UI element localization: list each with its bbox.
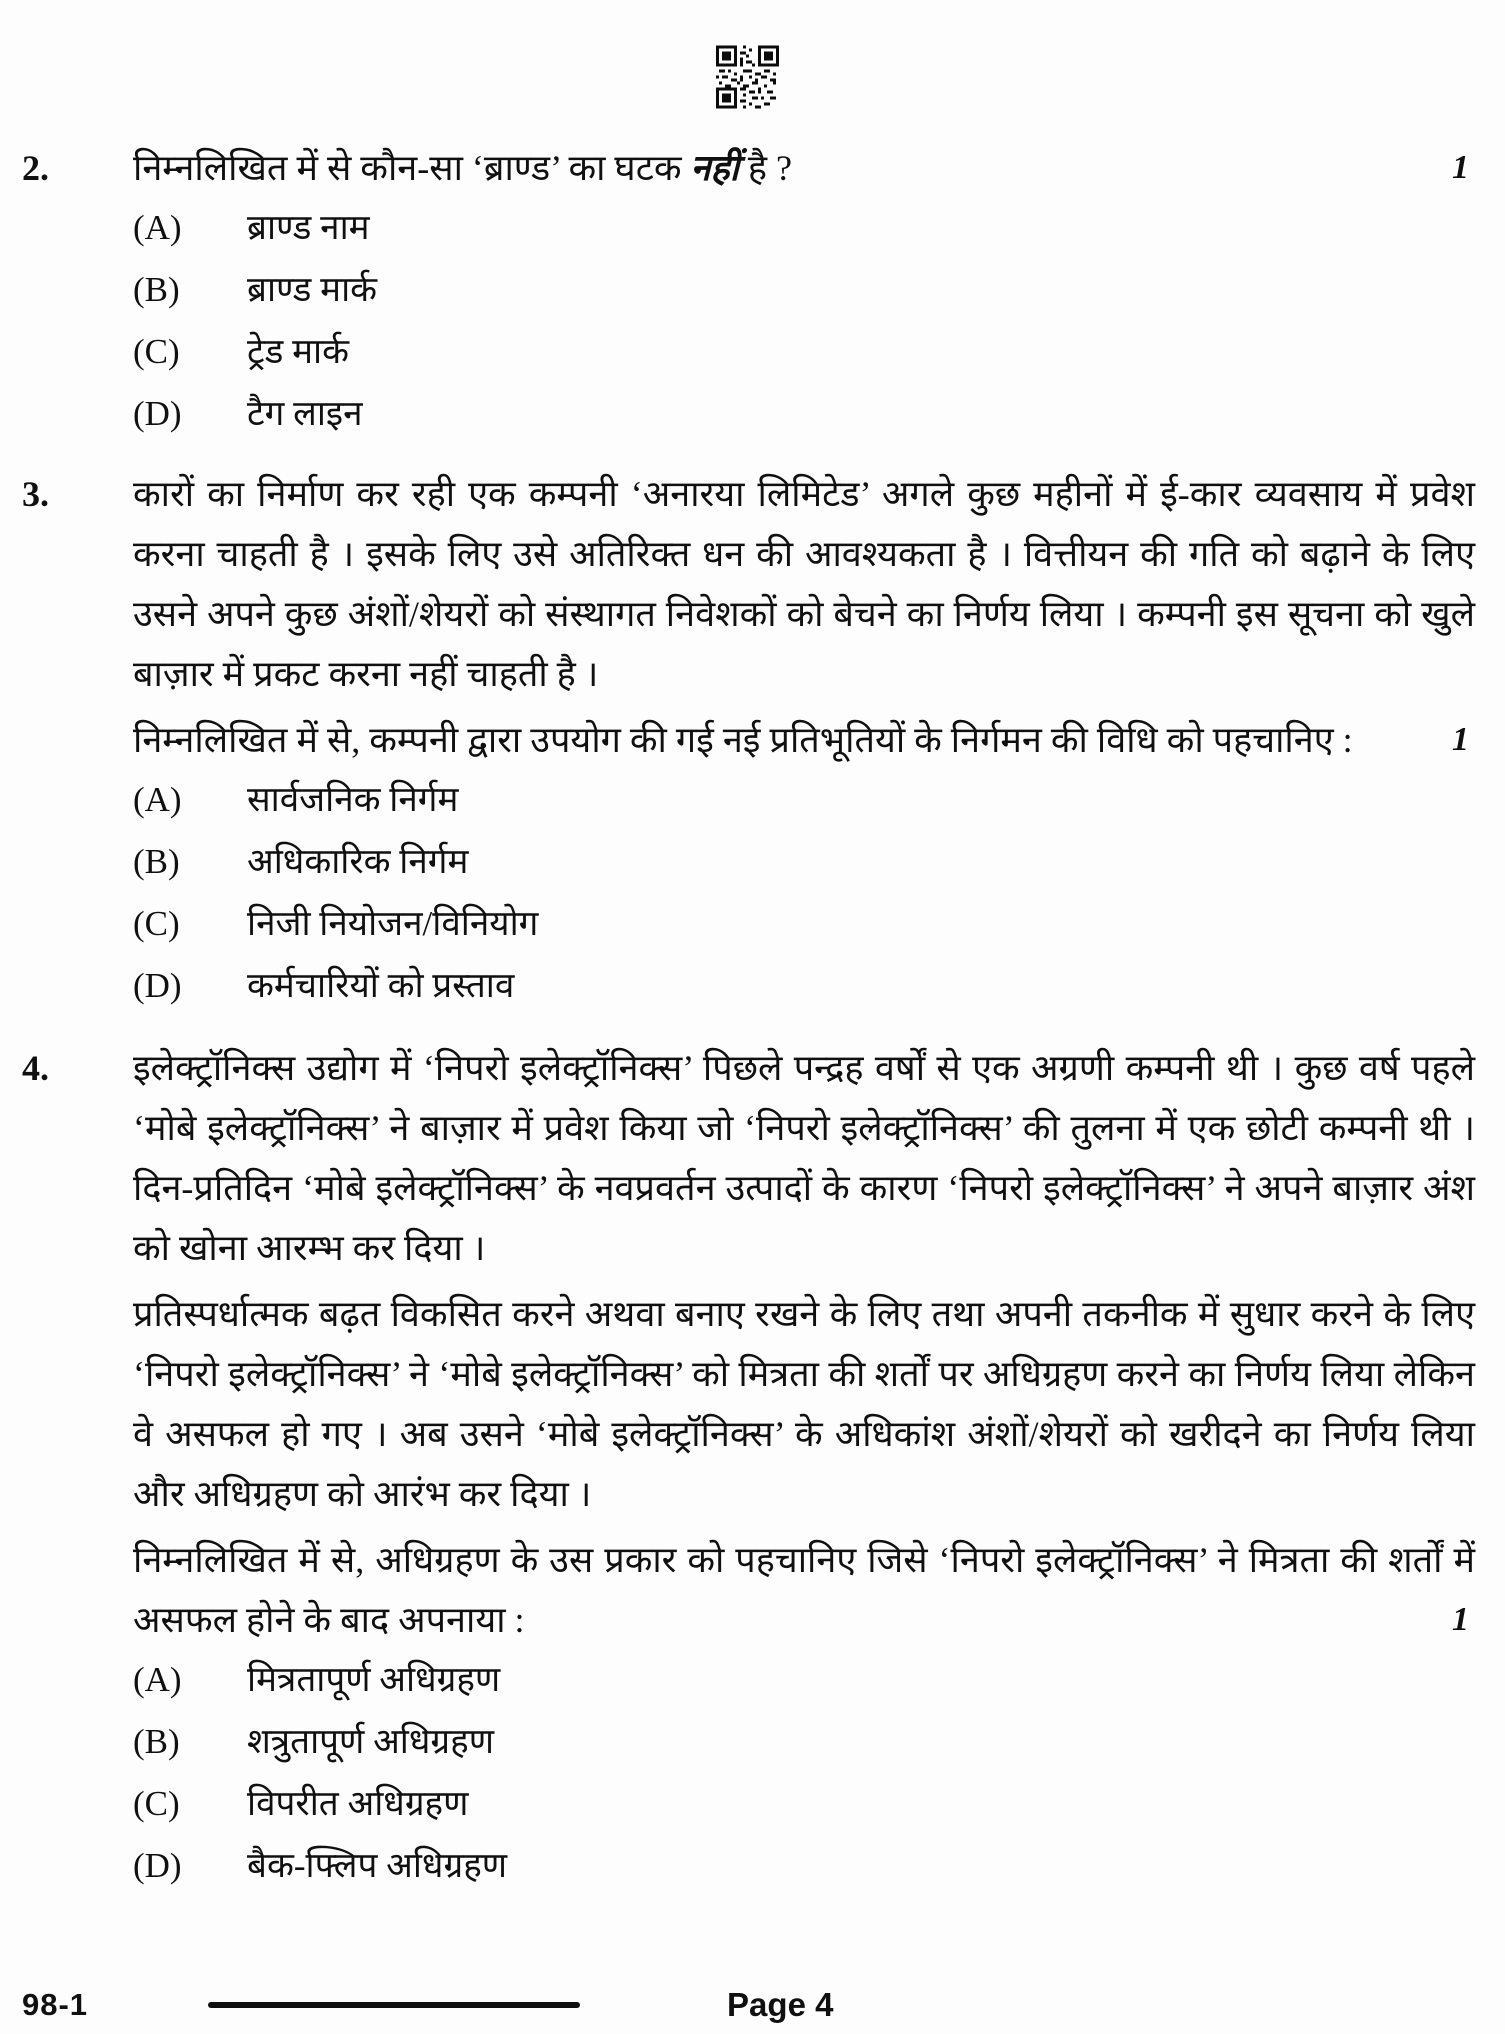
option-text: मित्रतापूर्ण अधिग्रहण (247, 1660, 501, 1699)
question-2-stem (133, 138, 1475, 198)
option-label: (D) (133, 394, 182, 433)
question-3-options (133, 778, 1475, 1008)
option-row (133, 1844, 1475, 1888)
question-3 (22, 464, 1475, 1008)
option-text: टैग लाइन (247, 394, 363, 433)
option-row (133, 1658, 1475, 1702)
option-label: (B) (133, 270, 180, 309)
option-text: विपरीत अधिग्रहण (247, 1784, 469, 1823)
paper-code: 98-1 (22, 1987, 89, 2022)
option-text: सार्वजनिक निर्गम (247, 780, 459, 819)
option-row (133, 206, 1475, 250)
option-row (133, 392, 1475, 436)
question-2-marks: 1 (1452, 149, 1469, 186)
option-label: (B) (133, 1722, 180, 1761)
question-paragraph: प्रतिस्पर्धात्मक बढ़त विकसित करने अथवा बनाए रखने के लिए तथा अपनी तकनीक में सुधार करने के लिए ‘निपरो इलेक्ट्रॉनिक्स’ ने ‘मोबे इलेक्ट्रॉनिक्स’ को मित्रता की शर्तों पर अधिग्रहण करने का निर्णय लिया लेकिन वे असफल हो गए । अब उसने ‘मोबे इलेक्ट्रॉनिक्स’ के अधिकांश अंशों/शेयरों को खरीदने का निर्णय लिया और अधिग्रहण को आरंभ कर दिया । (133, 1294, 1475, 1514)
page-number: Page 4 (727, 1986, 834, 2023)
option-text: कर्मचारियों को प्रस्ताव (247, 966, 515, 1005)
option-label: (B) (133, 842, 180, 881)
option-row (133, 778, 1475, 822)
option-text: शत्रुतापूर्ण अधिग्रहण (247, 1722, 495, 1761)
qr-code-graphic (716, 44, 779, 110)
option-label: (D) (133, 1846, 182, 1885)
option-text: अधिकारिक निर्गम (247, 842, 469, 881)
option-text: बैक-फ्लिप अधिग्रहण (247, 1846, 508, 1885)
page-footer (22, 1986, 1475, 2024)
option-text: ब्राण्ड नाम (247, 208, 370, 247)
option-text: निजी नियोजन/विनियोग (247, 904, 539, 943)
question-2-number: 2. (22, 148, 49, 188)
option-label: (A) (133, 1660, 182, 1699)
question-paragraph: कारों का निर्माण कर रही एक कम्पनी ‘अनारया लिमिटेड’ अगले कुछ महीनों में ई-कार व्यवसाय में प्रवेश करना चाहती है । इसके लिए उसे अतिरिक्त धन की आवश्यकता है । वित्तीयन की गति को बढ़ाने के लिए उसने अपने कुछ अंशों/शेयरों को संस्थागत निवेशकों को बेचने का निर्णय लिया । कम्पनी इस सूचना को खुले बाज़ार में प्रकट करना नहीं चाहती है । (133, 474, 1475, 694)
option-row (133, 840, 1475, 884)
option-row (133, 330, 1475, 374)
option-label: (A) (133, 208, 182, 247)
question-4-body (133, 1038, 1475, 1888)
stem-text-after: है ? (738, 148, 793, 188)
option-label: (C) (133, 904, 180, 943)
question-paragraph (133, 1530, 1475, 1650)
stem-text-before: निम्नलिखित में से कौन-सा ‘ब्राण्ड’ का घटक (133, 148, 691, 188)
question-3-number: 3. (22, 474, 49, 514)
option-row (133, 902, 1475, 946)
option-text: ट्रेड मार्क (247, 332, 349, 371)
question-4-marks: 1 (1452, 1601, 1469, 1638)
question-4 (22, 1038, 1475, 1888)
option-label: (A) (133, 780, 182, 819)
question-2 (22, 138, 1475, 436)
qr-code-icon (716, 44, 779, 110)
question-2-body (133, 138, 1475, 436)
question-4-number: 4. (22, 1048, 49, 1088)
question-paragraph: इलेक्ट्रॉनिक्स उद्योग में ‘निपरो इलेक्ट्रॉनिक्स’ पिछले पन्द्रह वर्षों से एक अग्रणी कम्पनी थी । कुछ वर्ष पहले ‘मोबे इलेक्ट्रॉनिक्स’ ने बाज़ार में प्रवेश किया जो ‘निपरो इलेक्ट्रॉनिक्स’ की तुलना में एक छोटी कम्पनी थी । दिन-प्रतिदिन ‘मोबे इलेक्ट्रॉनिक्स’ के नवप्रवर्तन उत्पादों के कारण ‘निपरो इलेक्ट्रॉनिक्स’ ने अपने बाज़ार अंश को खोना आरम्भ कर दिया । (133, 1048, 1475, 1268)
question-3-marks: 1 (1452, 721, 1469, 758)
option-row (133, 268, 1475, 312)
question-paragraph (133, 710, 1475, 770)
option-label: (C) (133, 1784, 180, 1823)
paragraph-text: निम्नलिखित में से, अधिग्रहण के उस प्रकार को पहचानिए जिसे ‘निपरो इलेक्ट्रॉनिक्स’ ने मित्रता की शर्तों में असफल होने के बाद अपनाया : (133, 1540, 1475, 1640)
question-4-options (133, 1658, 1475, 1888)
paragraph-text: निम्नलिखित में से, कम्पनी द्वारा उपयोग की गई नई प्रतिभूतियों के निर्गमन की विधि को पहचानिए : (133, 720, 1353, 760)
question-3-body (133, 464, 1475, 1008)
question-2-options (133, 206, 1475, 436)
questions-area (22, 138, 1475, 1888)
option-row (133, 1720, 1475, 1764)
option-text: ब्राण्ड मार्क (247, 270, 378, 309)
option-label: (D) (133, 966, 182, 1005)
footer-divider (208, 2002, 580, 2008)
option-label: (C) (133, 332, 180, 371)
stem-emphasis: नहीं (690, 148, 739, 188)
option-row (133, 1782, 1475, 1826)
option-row (133, 964, 1475, 1008)
